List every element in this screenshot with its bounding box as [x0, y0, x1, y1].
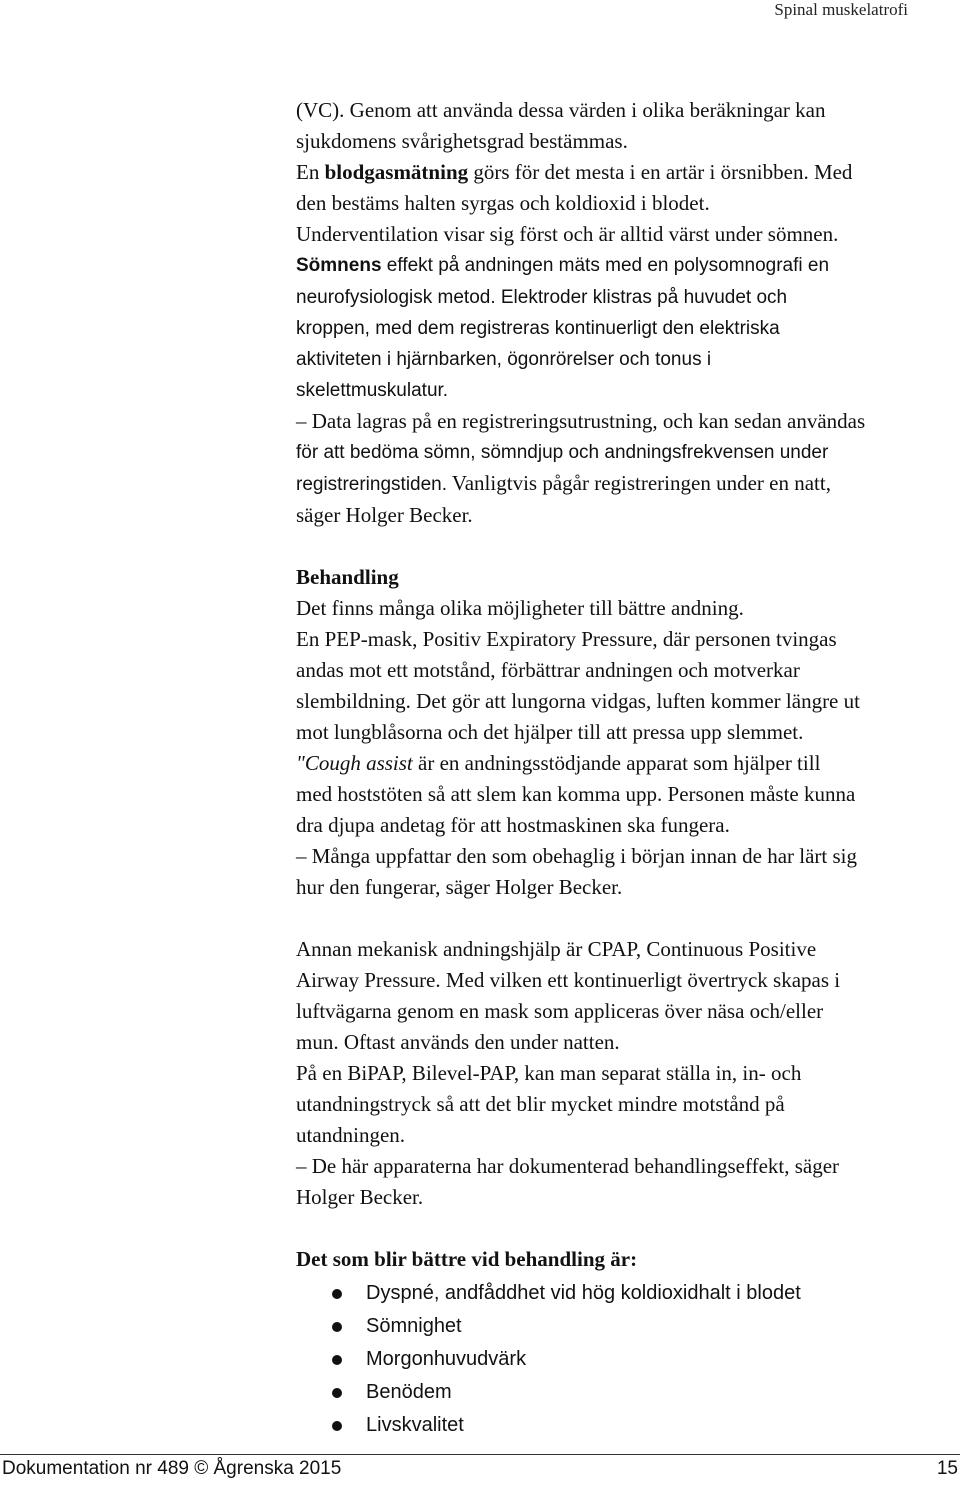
text-line: En PEP-mask, Positiv Expiratory Pressure, där personen tvingas [296, 627, 837, 651]
text-line: utandningstryck så att det blir mycket mindre motstånd på [296, 1092, 785, 1116]
section-heading-behandling: Behandling [296, 565, 399, 589]
text-line: Underventilation visar sig först och är alltid värst under sömnen. [296, 222, 839, 246]
bullet-icon [332, 1421, 342, 1431]
term-cough-assist: "Cough assist [296, 751, 419, 775]
list-item: Benödem [296, 1376, 916, 1409]
text-line: säger Holger Becker. [296, 503, 473, 527]
text-line: kroppen, med dem registreras kontinuerligt den elektriska [296, 318, 780, 339]
term-blodgasmatning: blodgasmätning [324, 160, 469, 184]
text-line: andas mot ett motstånd, förbättrar andningen och motverkar [296, 658, 800, 682]
improvement-list [296, 1277, 916, 1442]
bullet-icon [332, 1355, 342, 1365]
term-somnens: Sömnens [296, 255, 382, 276]
text-line: utandningen. [296, 1123, 406, 1147]
text-line: (VC). Genom att använda dessa värden i olika beräkningar kan [296, 98, 826, 122]
text-line: neurofysiologisk metod. Elektroder klistras på huvudet och [296, 287, 788, 308]
section-heading-battre: Det som blir bättre vid behandling är: [296, 1247, 638, 1271]
text-line: sjukdomens svårighetsgrad bestämmas. [296, 129, 628, 153]
text-line: den bestäms halten syrgas och koldioxid i blodet. [296, 191, 710, 215]
text-line: – Data lagras på en registreringsutrustning, och kan sedan användas [296, 409, 866, 433]
text-line: luftvägarna genom en mask som appliceras över näsa och/eller [296, 999, 824, 1023]
running-header: Spinal muskelatrofi [774, 0, 908, 19]
bullet-icon [332, 1322, 342, 1332]
text-line: Airway Pressure. Med vilken ett kontinuerligt övertryck skapas i [296, 968, 841, 992]
text-line: – De här apparaterna har dokumenterad behandlingseffekt, säger [296, 1154, 840, 1178]
page-footer [0, 1454, 960, 1485]
bullet-icon [332, 1289, 342, 1299]
text-line: – Många uppfattar den som obehaglig i början innan de har lärt sig [296, 844, 858, 868]
list-item: Morgonhuvudvärk [296, 1343, 916, 1376]
list-item: Livskvalitet [296, 1409, 916, 1442]
text-line: "Cough assist är en andningsstödjande apparat som hjälper till [296, 751, 821, 775]
text-line: Sömnens effekt på andningen mäts med en polysomnografi en [296, 255, 830, 276]
text-line: slembildning. Det gör att lungorna vidgas, luften kommer längre ut [296, 689, 860, 713]
text-line: mun. Oftast används den under natten. [296, 1030, 620, 1054]
text-line: En blodgasmätning görs för det mesta i en artär i örsnibben. Med [296, 160, 853, 184]
footer-publication: Dokumentation nr 489 © Ågrenska 2015 [2, 1458, 342, 1479]
text-line: Annan mekanisk andningshjälp är CPAP, Continuous Positive [296, 937, 817, 961]
main-content [296, 95, 916, 1442]
bullet-icon [332, 1388, 342, 1398]
text-line: hur den fungerar, säger Holger Becker. [296, 875, 623, 899]
text-line: för att bedöma sömn, sömndjup och andningsfrekvensen under [296, 442, 829, 463]
text-line: Det finns många olika möjligheter till bättre andning. [296, 596, 744, 620]
text-line: registreringstiden. Vanligtvis pågår registreringen under en natt, [296, 471, 831, 495]
list-item: Sömnighet [296, 1310, 916, 1343]
text-line: Holger Becker. [296, 1185, 424, 1209]
text-line: aktiviteten i hjärnbarken, ögonrörelser och tonus i [296, 349, 712, 370]
list-item: Dyspné, andfåddhet vid hög koldioxidhalt i blodet [296, 1277, 916, 1310]
text-line: mot lungblåsorna och det hjälper till att pressa upp slemmet. [296, 720, 804, 744]
text-line: skelettmuskulatur. [296, 380, 449, 401]
text-line: med hoststöten så att slem kan komma upp. Personen måste kunna [296, 782, 856, 806]
text-line: dra djupa andetag för att hostmaskinen ska fungera. [296, 813, 730, 837]
text-line: På en BiPAP, Bilevel-PAP, kan man separat ställa in, in- och [296, 1061, 802, 1085]
page-number: 15 [936, 1458, 958, 1479]
